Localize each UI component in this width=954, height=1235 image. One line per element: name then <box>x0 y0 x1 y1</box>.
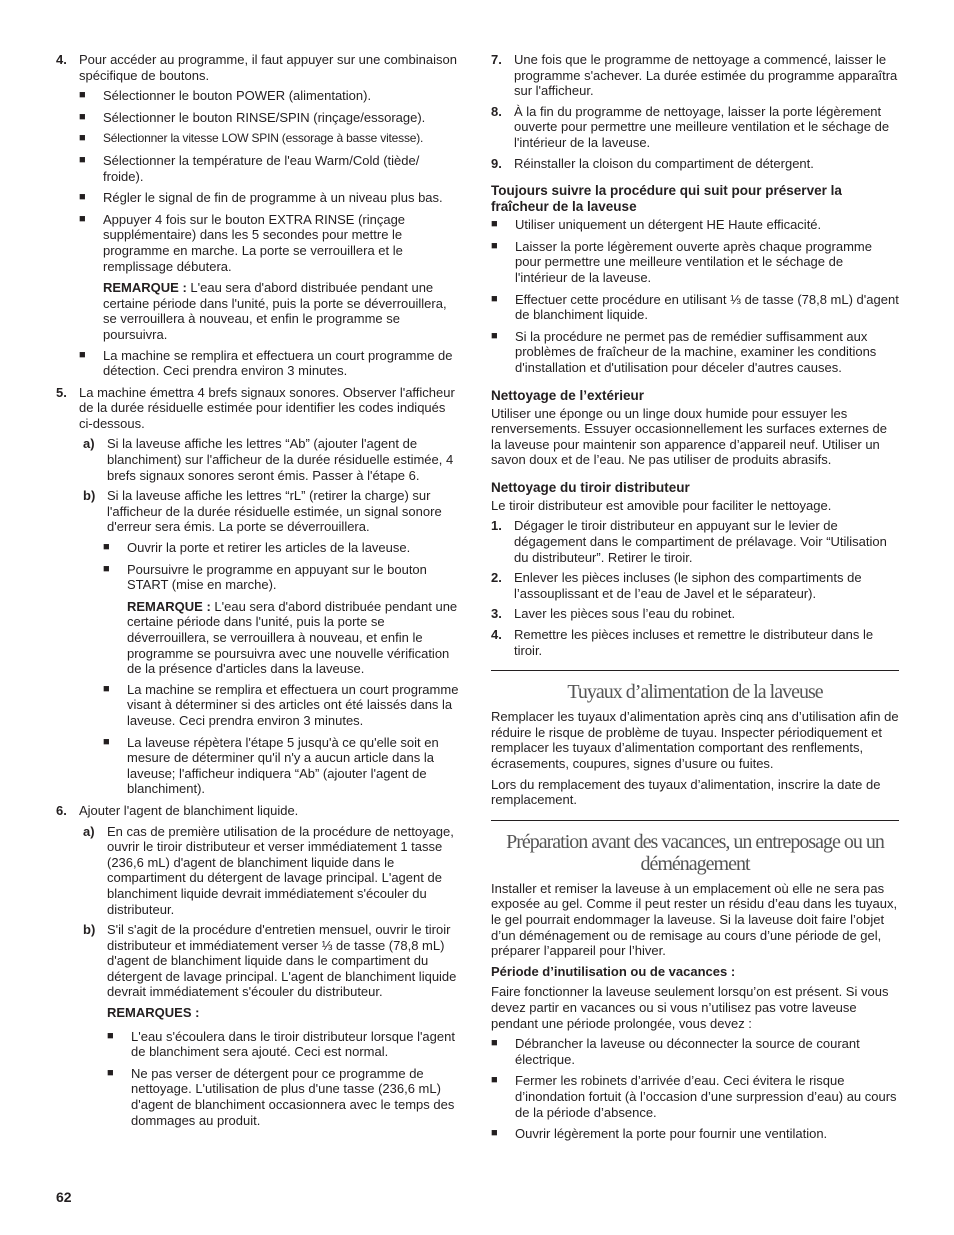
bullet-icon: ■ <box>491 1074 498 1087</box>
vacation-title: Préparation avant des vacances, un entreposage ou un déménagement <box>506 830 884 875</box>
note: REMARQUE : L'eau sera d'abord distribuée pendant une certaine période dans l'unité, puis la porte se déverrouillera, se verrouillera à nouveau, et enfin le programme se poursuivra avec une nouvelle vérification de la présence d'articles dans la laveuse. <box>127 598 458 677</box>
vacation-subheading: Période d’inutilisation ou de vacances : <box>491 963 736 979</box>
hoses-paragraph: Lors du remplacement des tuyaux d’alimentation, inscrire la date de remplacement. <box>491 776 881 808</box>
drawer-step: 3. Laver les pièces sous l’eau du robinet. <box>491 606 736 622</box>
list-item: ■ Poursuivre le programme en appuyant sur le bouton START (mise en marche). <box>103 561 427 593</box>
step-6b: b) S'il s'agit de la procédure d'entretien mensuel, ouvrir le tiroir distributeur et immédiatement verser ⅓ de tasse (78,8 mL) d'agent de blanchiment liquide dans le compartiment du détergent de lavage principal. L'agent de blanchiment liquide devrait immédiatement s'écouler du distributeur. <box>83 922 457 1000</box>
list-item: ■ La machine se remplira et effectuera un court programme de détection. Ceci prendra environ 3 minutes. <box>79 347 453 379</box>
bullet-icon: ■ <box>491 239 498 252</box>
bullet-icon: ■ <box>103 735 110 748</box>
freshness-heading: Toujours suivre la procédure qui suit pour préserver la fraîcheur de la laveuse <box>491 183 842 215</box>
list-item: ■ Ouvrir la porte et retirer les articles de la laveuse. <box>103 540 411 556</box>
page-number: 62 <box>56 1189 72 1205</box>
list-item: ■ L'eau s'écoulera dans le tiroir distributeur lorsque l'agent de blanchiment sera ajouté. Ceci est normal. <box>107 1028 455 1060</box>
bullet-icon: ■ <box>107 1029 114 1042</box>
vacation-paragraph: Installer et remiser la laveuse à un emplacement où elle ne sera pas exposée au gel. Comme il peut rester un résidu d’eau dans les tuyaux, le gel pourrait endommager la laveuse. Si la laveuse doit faire l’objet d’un déménagement ou de remisage au cours d’une période de gel, préparer l’appareil pour l’hiver. <box>491 880 898 959</box>
bullet-icon: ■ <box>79 212 86 225</box>
list-item: ■ Ne pas verser de détergent pour ce programme de nettoyage. L'utilisation de plus d'une tasse (236,6 mL) d'agent de blanchiment occasionnera avec le temps des dommages au produit. <box>107 1065 455 1128</box>
exterior-text: Utiliser une éponge ou un linge doux humide pour essuyer les renversements. Essuyer occasionnellement les surfaces externes de la laveuse pour maintenir son apparence d’appareil neuf. Utiliser un savon doux et de l’eau. Ne pas utiliser de produits abrasifs. <box>491 405 887 468</box>
bullet-icon: ■ <box>79 348 86 361</box>
bullet-icon: ■ <box>79 110 86 123</box>
bullet-icon: ■ <box>491 1127 498 1140</box>
list-item: ■ Régler le signal de fin de programme à un niveau plus bas. <box>79 190 443 206</box>
list-item: ■ Sélectionner la température de l'eau Warm/Cold (tiède/ froide). <box>79 152 420 184</box>
step-7: 7. Une fois que le programme de nettoyage a commencé, laisser le programme s'achever. La durée estimée du programme apparaîtra sur l'afficheur. <box>491 52 898 99</box>
hoses-title: Tuyaux d’alimentation de la laveuse <box>567 681 823 704</box>
list-item: ■ Appuyer 4 fois sur le bouton EXTRA RINSE (rinçage supplémentaire) dans les 5 secondes pour mettre le programme en marche. La porte se verrouillera et le remplissage débutera. <box>79 211 406 274</box>
step-4: 4. Pour accéder au programme, il faut appuyer sur une combinaison spécifique de boutons. <box>56 52 457 83</box>
note: REMARQUE : L'eau sera d'abord distribuée pendant une certaine période dans l'unité, puis la porte se déverrouillera, se verrouillera à nouveau, et enfin le programme se poursuivra. <box>103 280 447 342</box>
drawer-step: 1. Dégager le tiroir distributeur en appuyant sur le levier de dégagement dans le compartiment de prélavage. Voir “Utilisation du distributeur”. Retirer le tiroir. <box>491 518 887 565</box>
section-divider <box>491 670 899 671</box>
bullet-icon: ■ <box>103 682 110 695</box>
bullet-icon: ■ <box>79 89 86 102</box>
list-item: ■ Effectuer cette procédure en utilisant ⅓ de tasse (78,8 mL) d'agent de blanchiment liquide. <box>491 291 899 323</box>
list-item: ■ Sélectionner la vitesse LOW SPIN (essorage à basse vitesse). <box>79 131 424 146</box>
bullet-icon: ■ <box>491 218 498 231</box>
bullet-icon: ■ <box>79 153 86 166</box>
step-6: 6. Ajouter l'agent de blanchiment liquide. <box>56 802 299 818</box>
vacation-paragraph: Faire fonctionner la laveuse seulement lorsqu’on est présent. Si vous devez partir en vacances ou si vous n’utilisez pas votre laveuse pendant une période prolongée, vous devez : <box>491 984 889 1031</box>
list-item: ■ Débrancher la laveuse ou déconnecter la source de courant électrique. <box>491 1036 860 1067</box>
list-item: ■ Laisser la porte légèrement ouverte après chaque programme pour permettre une meilleure ventilation et le séchage de l'intérieur de la laveuse. <box>491 238 872 285</box>
step-5b: b) Si la laveuse affiche les lettres “rL” (retirer la charge) sur l'afficheur de la durée résiduelle estimée, un signal sonore d'erreur sera émis. La porte se déverrouillera. <box>83 488 442 535</box>
bullet-icon: ■ <box>103 562 110 575</box>
list-item: ■ La laveuse répètera l'étape 5 jusqu'à ce qu'elle soit en mesure de déterminer qu'il n'y a aucun article dans la laveuse; l'afficheur indiquera “Ab” (ajouter l'agent de blanchiment). <box>103 734 439 797</box>
drawer-step: 2. Enlever les pièces incluses (le siphon des compartiments de l’assouplissant et de l’eau de Javel et le séparateur). <box>491 570 862 601</box>
step-5a: a) Si la laveuse affiche les lettres “Ab” (ajouter l'agent de blanchiment) sur l'afficheur de la durée résiduelle estimée, 4 brefs signaux sonores seront émis. Passer à l'étape 6. <box>83 436 454 483</box>
bullet-icon: ■ <box>79 191 86 204</box>
drawer-step: 4. Remettre les pièces incluses et remettre le distributeur dans le tiroir. <box>491 627 874 658</box>
step-5: 5. La machine émettra 4 brefs signaux sonores. Observer l'afficheur de la durée résiduelle estimée pour identifier les codes indiqués ci-dessous. <box>56 384 455 431</box>
right-column <box>491 52 899 1148</box>
bullet-icon: ■ <box>491 1037 498 1050</box>
step-8: 8. À la fin du programme de nettoyage, laisser la porte légèrement ouverte pour permettre une meilleure ventilation et le séchage de l'intérieur de la laveuse. <box>491 103 890 150</box>
bullet-icon: ■ <box>103 541 110 554</box>
step-9: 9. Réinstaller la cloison du compartiment de détergent. <box>491 155 814 171</box>
notes-label: REMARQUES : <box>107 1005 200 1021</box>
list-item: ■ Ouvrir légèrement la porte pour fournir une ventilation. <box>491 1126 828 1142</box>
section-divider <box>491 820 899 821</box>
bullet-icon: ■ <box>79 132 86 145</box>
drawer-text: Le tiroir distributeur est amovible pour faciliter le nettoyage. <box>491 497 832 513</box>
list-item: ■ La machine se remplira et effectuera un court programme visant à déterminer si des articles ont été laissés dans la laveuse. Ceci prendra environ 3 minutes. <box>103 681 459 728</box>
step-6a: a) En cas de première utilisation de la procédure de nettoyage, ouvrir le tiroir distributeur et verser immédiatement 1 tasse (236,6 mL) d'agent de blanchiment liquide dans le compartiment du détergent de lavage principal. L'agent de blanchiment liquide devrait immédiatement s'écouler du distributeur. <box>83 823 454 917</box>
bullet-icon: ■ <box>107 1066 114 1079</box>
list-item: ■ Sélectionner le bouton POWER (alimentation). <box>79 88 372 104</box>
list-item: ■ Sélectionner le bouton RINSE/SPIN (rinçage/essorage). <box>79 109 426 125</box>
list-item: ■ Fermer les robinets d’arrivée d’eau. Ceci évitera le risque d’inondation fortuit (à l’occasion d’une surpression d’eau) au cours de la période d’absence. <box>491 1073 897 1120</box>
hoses-paragraph: Remplacer les tuyaux d’alimentation après cinq ans d’utilisation afin de réduire le risque de problème de tuyau. Inspecter périodiquement et remplacer les tuyaux d’alimentation comportant des renflements, écrasements, coupures, signes d’usure ou fuites. <box>491 709 899 771</box>
exterior-heading: Nettoyage de l’extérieur <box>491 387 645 403</box>
list-item: ■ Utiliser uniquement un détergent HE Haute efficacité. <box>491 217 822 233</box>
bullet-icon: ■ <box>491 292 498 305</box>
bullet-icon: ■ <box>491 329 498 342</box>
left-column <box>56 52 461 1134</box>
drawer-heading: Nettoyage du tiroir distributeur <box>491 479 690 495</box>
list-item: ■ Si la procédure ne permet pas de remédier suffisamment aux problèmes de fraîcheur de la machine, examiner les conditions d'installation et d'utilisation pour déceler d'autres causes. <box>491 328 877 375</box>
